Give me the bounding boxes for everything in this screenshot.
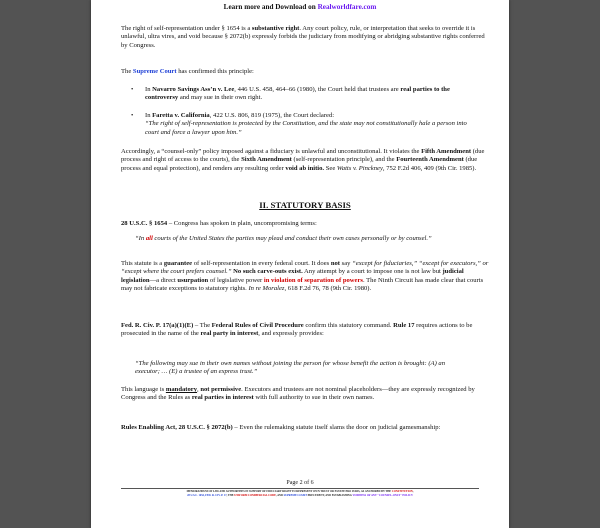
page-number: Page 2 of 6 [286,480,314,486]
header-site-link[interactable]: Realworldfare.com [317,3,377,11]
faretta-quote: “The right of self-representation is protected by the Constitution, and the state may not constitutionally hale a person into court and force a lawyer upon him.” [145,120,467,136]
supreme-court-link[interactable]: Supreme Court [132,68,177,75]
paragraph-rule-17: Fed. R. Civ. P. 17(a)(1)(E) – The Federal Rules of Civil Procedure confirm this statutory command. Rule 17 requires actions to be prosecuted in the name of the real party in interest, and expressly provides: [121,322,473,338]
page-header [91,3,509,11]
header-prefix: Learn more and Download on [223,3,318,11]
footer-line-2: 28 U.S.C. 1654, FED. R. CIV. P. 17, THE UNIFORM COMMERCIAL CODE, AND SUPREME COURT PRECEDENT, AND ESTABLISHING VOIDNESS OF ANY "COUNSEL-ONLY" POLICY [187,494,413,497]
paragraph-rules-enabling-act: Rules Enabling Act, 28 U.S.C. § 2072(b) – Even the rulemaking statute itself slams the door on judicial gamesmanship: [121,424,441,431]
paragraph-1654: 28 U.S.C. § 1654 – Congress has spoken in plain, uncompromising terms: [121,220,317,227]
footer-divider [121,488,479,489]
bullet-dot: • [131,86,134,93]
paragraph-guarantee: This statute is a guarantee of self-representation in every federal court. It does not say “except for fiduciaries,” “except for executors,” or “except where the court prefers counsel.” No such carve-outs exist. Any attempt by a court to impose one is not law but judicial legislation—a direct usurpation of legislative power in violation of separation of powers. The Ninth Circuit has made clear that courts may not fabricate exceptions to statutory rights. In re Moralez, 618 F.2d 76, 78 (9th Cir. 1980). [121,260,489,292]
paragraph-substantive-right: The right of self-representation under § 1654 is a substantive right. Any court policy, rule, or interpretation that seeks to override it is unlawful, ultra vires, and void because § 2072(b) expressly forbids the judiciary from modifying or abridging substantive rights conferred by Congress. [121,25,485,49]
paragraph-counsel-only: Accordingly, a “counsel-only” policy imposed against a fiduciary is unlawful and unconstitutional. It violates the Fifth Amendment (due process and right of access to the courts), the Sixth Amendment (self-representation principle), and the Fourteenth Amendment (due process and equal protection), and renders any resulting order void ab initio. See Watts v. Pinckney, 752 F.2d 406, 409 (9th Cir. 1985). [121,148,485,172]
paragraph-mandatory: This language is mandatory, not permissive. Executors and trustees are not nominal placeholders—they are expressly recognized by Congress and the Rules as real parties in interest with full authority to sue in their own names. [121,386,475,402]
quote-rule-17: “The following may sue in their own names without joining the person for whose benefit the action is brought: (A) an executor; … (E) a trustee of an express trust.” [135,360,446,376]
footer-line-1: MEMORANDUM OF LAW AND AUTHORITIES IN SUPPORT OF FIDUCIARY RIGHT TO REPRESENT OWN TRUST OR ESTATE PRO JURIS, AS ANCHORED BY THE CONSTITUTION, [186,490,414,493]
bullet-dot: • [131,112,134,119]
document-page: Learn more and Download on Realworldfare.com The right of self-representation under § 1654 is a substantive right. Any court policy, rule, or interpretation that seeks to override it is unlawful, ultra vires, and void because § 2072(b) expressly forbids the judiciary from modifying or abridging substantive rights conferred by Congress. The Supreme Court has confirmed this principle: • In Navarro Savings Ass’n v. Lee, 446 U.S. 458, 464–66 (1980), the Court held that trustees are real parties to the controversy and may sue in their own right. • In Faretta v. California, 422 U.S. 806, 819 (1975), the Court declared: “The right of self-representation is protected by the Constitution, and the state may not constitutionally hale a person into court and force a lawyer upon him.” Accordingly, a “counsel-only” policy imposed against a fiduciary is unlawful and unconstitutional. It violates the Fifth Amendment (due process and right of access to the courts), the Sixth Amendment (self-representation principle), and the Fourteenth Amendment (due process and equal protection), and renders any resulting order void ab initio. See Watts v. Pinckney, 752 F.2d 406, 409 (9th Cir. 1985). II. STATUTORY BASIS 28 U.S.C. § 1654 – Congress has spoken in plain, uncompromising terms: “In all courts of the United States the parties may plead and conduct their own cases personally or by counsel.” This statute is a guarantee of self-representation in every federal court. It does not say “except for fiduciaries,” “except for executors,” or “except where the court prefers counsel.” No such carve-outs exist. Any attempt by a court to impose one is not law but judicial legislation—a direct usurpation of legislative power in violation of separation of powers. The Ninth Circuit has made clear that courts may not fabricate exceptions to statutory rights. In re Moralez, 618 F.2d 76, 78 (9th Cir. 1980). Fed. R. Civ. P. 17(a)(1)(E) – The Federal Rules of Civil Procedure confirm this statutory command. Rule 17 requires actions to be prosecuted in the name of the real party in interest, and expressly provides: “The following may sue in their own names without joining the person for whose benefit the action is brought: (A) an executor; … (E) a trustee of an express trust.” This language is mandatory, not permissive. Executors and trustees are not nominal placeholders—they are expressly recognized by Congress and the Rules as real parties in interest with full authority to sue in their own names. Rules Enabling Act, 28 U.S.C. § 2072(b) – Even the rulemaking statute itself slams the door on judicial gamesmanship: Page 2 of 6 MEMORANDUM OF LAW AND AUTHORITIES IN SUPPORT OF FIDUCIARY RIGHT TO REPRESENT OWN TRUST OR ESTATE PRO JURIS, AS ANCHORED BY THE CONSTITUTION, 28 U.S.C. 1654, FED. R. CIV. P. 17, THE UNIFORM COMMERCIAL CODE, AND SUPREME COURT PRECEDENT, AND ESTABLISHING VOIDNESS OF ANY "COUNSEL-ONLY" POLICY [91,0,509,528]
section-heading: II. STATUTORY BASIS [259,200,351,210]
paragraph-supreme-court: The Supreme Court has confirmed this principle: [121,68,254,75]
quote-1654: “In all courts of the United States the parties may plead and conduct their own cases personally or by counsel.” [135,235,432,242]
